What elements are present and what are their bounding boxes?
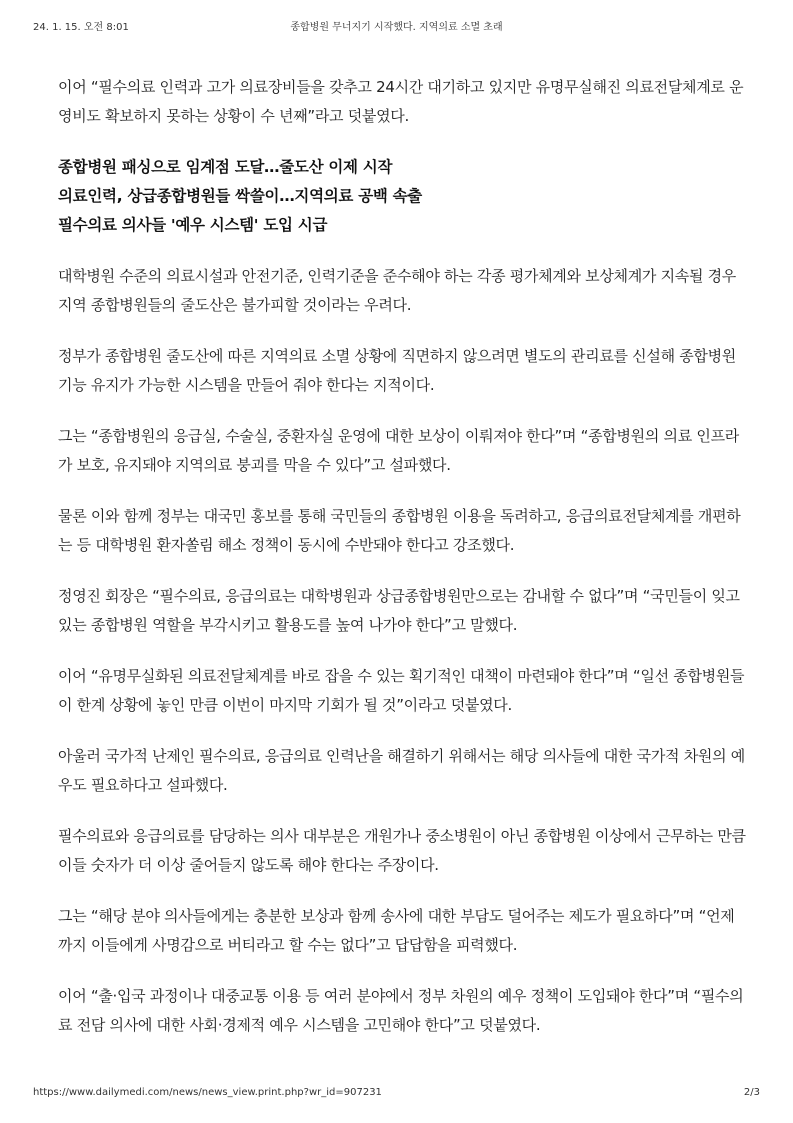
document-title: 종합병원 무너지기 시작했다. 지역의료 소멸 초래: [290, 22, 503, 33]
article-paragraph: 그는 “해당 분야 의사들에게는 충분한 보상과 함께 송사에 대한 부담도 덜어주는 제도가 필요하다”며 “언제까지 이들에게 사명감으로 버티라고 할 수는 없다”고 답답함을 피력했다.: [58, 907, 735, 954]
article-paragraph: 아울러 국가적 난제인 필수의료, 응급의료 인력난을 해결하기 위해서는 해당 의사들에 대한 국가적 차원의 예우도 필요하다고 설파했다.: [58, 747, 745, 794]
article-paragraph: 그는 “종합병원의 응급실, 수술실, 중환자실 운영에 대한 보상이 이뤄져야 한다”며 “종합병원의 의료 인프라가 보호, 유지돼야 지역의료 붕괴를 막을 수 있다”고 설파했다.: [58, 427, 739, 474]
print-date: 24. 1. 15. 오전 8:01: [33, 22, 129, 33]
subheading: 의료인력, 상급종합병원들 싹쓸이…지역의료 공백 속출: [58, 187, 422, 205]
subheading: 종합병원 패싱으로 임계점 도달…줄도산 이제 시작: [58, 158, 393, 176]
article-paragraph: 이어 “유명무실화된 의료전달체계를 바로 잡을 수 있는 획기적인 대책이 마련돼야 한다”며 “일선 종합병원들이 한계 상황에 놓인 만큼 이번이 마지막 기회가 될 것”이라고 덧붙였다.: [58, 667, 745, 714]
article-paragraph: 이어 “출·입국 과정이나 대중교통 이용 등 여러 분야에서 정부 차원의 예우 정책이 도입돼야 한다”며 “필수의료 전담 의사에 대한 사회·경제적 예우 시스템을 고민해야 한다”고 덧붙였다.: [58, 987, 744, 1034]
article-paragraph: 이어 “필수의료 인력과 고가 의료장비들을 갖추고 24시간 대기하고 있지만 유명무실해진 의료전달체계로 운영비도 확보하지 못하는 상황이 수 년째”라고 덧붙였다.: [58, 78, 744, 125]
page-number: 2/3: [743, 1087, 760, 1098]
article-paragraph: 대학병원 수준의 의료시설과 안전기준, 인력기준을 준수해야 하는 각종 평가체계와 보상체계가 지속될 경우 지역 종합병원들의 줄도산은 불가피할 것이라는 우려다.: [58, 267, 736, 314]
source-url: https://www.dailymedi.com/news/news_view.print.php?wr_id=907231: [33, 1087, 382, 1098]
print-header: [33, 18, 760, 34]
print-footer: [33, 1087, 760, 1101]
article-paragraph: 필수의료와 응급의료를 담당하는 의사 대부분은 개원가나 중소병원이 아닌 종합병원 이상에서 근무하는 만큼 이들 숫자가 더 이상 줄어들지 않도록 해야 한다는 주장이다.: [58, 827, 746, 874]
article-paragraph: 정영진 회장은 “필수의료, 응급의료는 대학병원과 상급종합병원만으로는 감내할 수 없다”며 “국민들이 잊고 있는 종합병원 역할을 부각시키고 활용도를 높여 나가야 한다”고 말했다.: [58, 587, 740, 634]
article-body: [58, 73, 748, 1062]
article-subheadings: [58, 153, 748, 240]
article-paragraph: 정부가 종합병원 줄도산에 따른 지역의료 소멸 상황에 직면하지 않으려면 별도의 관리료를 신설해 종합병원 기능 유지가 가능한 시스템을 만들어 줘야 한다는 지적이다.: [58, 347, 736, 394]
subheading: 필수의료 의사들 '예우 시스템' 도입 시급: [58, 216, 328, 234]
article-paragraph: 물론 이와 함께 정부는 대국민 홍보를 통해 국민들의 종합병원 이용을 독려하고, 응급의료전달체계를 개편하는 등 대학병원 환자쏠림 해소 정책이 동시에 수반돼야 한다고 강조했다.: [58, 507, 741, 554]
